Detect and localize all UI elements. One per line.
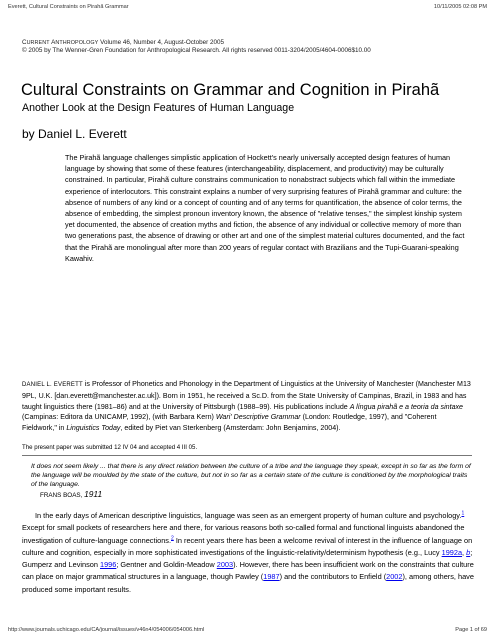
citation-link[interactable]: 1992a: [441, 547, 463, 557]
citation-link[interactable]: 1996: [99, 560, 117, 570]
article-subtitle: Another Look at the Design Features of Human Language: [22, 102, 295, 114]
author-bio: DANIEL L. EVERETT is Professor of Phonetics and Phonology in the Department of Linguistics at the University of Manchester (Manchester M13 9PL, U.K. [dan.everett@manchester.ac.uk]). Born in 1951, he received a Sc.D. from the State University of Campinas, Brazil, in 1983 and has taught linguistics there (1981–86) and at the University of Pittsburgh (1988–99). His publications include A língua pirahã e a teoria da sintaxe (Campinas: Editora da UNICAMP, 1992), (with Barbara Kern) Wari' Descriptive Grammar (London: Routledge, 1997), and "Coherent Fieldwork," in Linguistics Today, edited by Piet van Sterkenberg (Amsterdam: John Benjamins, 2004).: [22, 380, 471, 433]
abstract: The Pirahã language challenges simplistic application of Hockett's nearly universally accepted design features of human language by showing that some of these features (interchangeability, displacement, and productivity) may be culturally constrained. In particular, Pirahã culture constrains communication to nonabstract subjects which fall within the immediate experience of interlocutors. This constraint explains a number of very surprising features of Pirahã grammar and culture: the absence of numbers of any kind or a concept of counting and of any terms for quantification, the absence of color terms, the absence of embedding, the simplest pronoun inventory known, the absence of "relative tenses," the simplest kinship system yet documented, the absence of creation myths and fiction, the absence of any individual or collective memory of more than two generations past, the absence of drawing or other art and one of the simplest material cultures documented, and the fact that the Pirahã are monolingual after more than 200 years of regular contact with Brazilians and the Tupi-Guarani-speaking Kawahiv.: [65, 153, 465, 263]
print-footer: [8, 627, 487, 637]
journal-issue-line: CURRENT ANTHROPOLOGY Volume 46, Number 4, August-October 2005: [22, 39, 225, 46]
footnote-link[interactable]: 1: [461, 510, 465, 517]
body-paragraph: In the early days of American descriptive linguistics, language was seen as an emergent property of human culture and psychology.$^1$ Except for small pockets of researchers here and there, for various reasons both so-called formal and functional linguists abandoned the investigation of culture-language connections.$^2$ In recent years there has been a welcome revival of interest in the influence of language on culture and cognition, especially in more sophisticated investigations of the linguistic-relativity/determinism hypothesis (e.g., Lucy 1992a, b; Gumperz and Levinson 1996; Gentner and Goldin-Meadow 2003). However, there has been insufficient work on the constraints that culture can place on major grammatical structures in a language, though Pawley (1987) and the contributors to Enfield (2002), among others, have produced some important results.: [22, 510, 474, 594]
section-divider: [22, 455, 472, 456]
print-footer-page: Page 1 of 69: [455, 627, 487, 633]
print-header: [8, 4, 487, 14]
journal-issue: Volume 46, Number 4, August-October 2005: [98, 39, 225, 46]
print-header-datetime: 10/11/2005 02:08 PM: [433, 4, 487, 10]
citation-link[interactable]: 2003: [216, 560, 234, 570]
citation-link[interactable]: b: [466, 547, 471, 557]
epigraph-quote: It does not seem likely ... that there is any direct relation between the culture of a tribe and the language they speak, except in so far as the form of the language will be moulded by the state of the culture, but not in so far as a certain state of the culture is conditioned by the morphological traits of the language.: [31, 463, 471, 488]
book-title: Linguistics Today: [66, 424, 121, 433]
epigraph-author: FRANS BOAS,: [40, 492, 83, 499]
author-name: DANIEL L. EVERETT: [22, 382, 83, 388]
epigraph-attribution: [40, 490, 102, 500]
footnote-link[interactable]: 2: [171, 535, 174, 542]
article-byline: by Daniel L. Everett: [22, 127, 127, 141]
book-title: A língua pirahã e a teoria da sintaxe: [349, 402, 464, 411]
submission-note: The present paper was submitted 12 IV 04 and accepted 4 III 05.: [22, 444, 198, 451]
citation-link[interactable]: 2002: [386, 572, 403, 582]
epigraph-year: 1911: [84, 489, 103, 499]
book-title: Wari' Descriptive Grammar: [215, 413, 301, 422]
print-header-title: Everett, Cultural Constraints on Pirahã Grammar: [8, 4, 129, 10]
article-title: Cultural Constraints on Grammar and Cognition in Pirahã: [21, 81, 440, 99]
journal-copyright: © 2005 by The Wenner-Gren Foundation for Anthropological Research. All rights reserved 0011-3204/2005/4604-0006$10.00: [22, 47, 371, 54]
citation-link[interactable]: 1987: [263, 572, 280, 582]
print-footer-url: http://www.journals.uchicago.edu/CA/journal/issues/v46n4/054006/054006.html: [8, 627, 205, 633]
journal-info: [22, 39, 482, 55]
